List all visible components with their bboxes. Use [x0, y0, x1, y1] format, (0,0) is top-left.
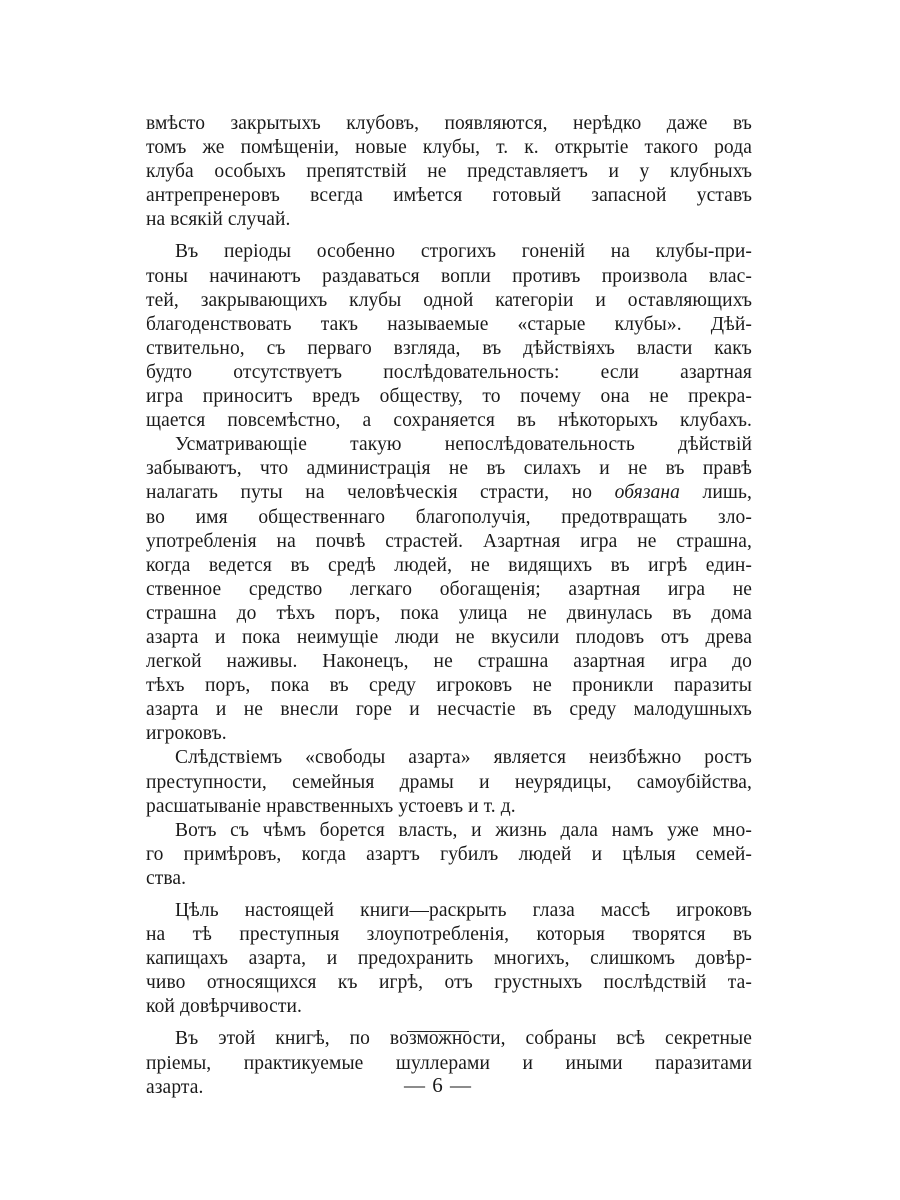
text-line: благоденствовать такъ называемые «старые клубы». Дѣй-	[146, 313, 752, 335]
text-line: будто отсутствуетъ послѣдовательность: если азартная	[146, 361, 752, 383]
text-line: чиво относящихся къ игрѣ, отъ грустныхъ послѣдствій та-	[146, 972, 752, 994]
text-line: игроковъ.	[146, 723, 227, 745]
text-line: кой довѣрчивости.	[146, 996, 303, 1018]
text-line: вмѣсто закрытыхъ клубовъ, появляются, нерѣдко даже въ	[146, 113, 752, 134]
text-line-with-emphasis	[146, 481, 752, 505]
paragraph-3	[146, 433, 752, 746]
text-line: забываютъ, что администрація не въ силахъ и не въ правѣ	[146, 458, 752, 480]
text-line: Въ періоды особенно строгихъ гоненій на клубы-при-	[175, 241, 752, 263]
text-line: расшатываніе нравственныхъ устоевъ и т. д.	[146, 795, 516, 817]
paragraph-5	[146, 819, 752, 891]
text-line: легкой наживы. Наконецъ, не страшна азартная игра до	[146, 651, 752, 673]
paragraph-1	[146, 112, 752, 232]
text-line: Вотъ съ чѣмъ борется власть, и жизнь дала намъ уже мно-	[175, 819, 752, 841]
text-line: тей, закрывающихъ клубы одной категоріи и оставляющихъ	[146, 289, 752, 311]
text-line: щается повсемѣстно, а сохраняется въ нѣкоторыхъ клубахъ.	[146, 410, 752, 432]
text-line: азарта и не внесли горе и несчастіе въ среду малодушныхъ	[146, 699, 752, 721]
text-line: пріемы, практикуемые шуллерами и иными паразитами	[146, 1052, 752, 1074]
text-line: тѣхъ поръ, пока въ среду игроковъ не проникли паразиты	[146, 675, 752, 697]
text-line: Слѣдствіемъ «свободы азарта» является неизбѣжно ростъ	[175, 747, 752, 769]
text-fragment: лишь,	[680, 482, 753, 504]
text-line: ства.	[146, 867, 187, 889]
section-end-rule	[407, 1031, 469, 1032]
text-line: азарта.	[146, 1076, 204, 1098]
text-line: когда ведется въ средѣ людей, не видящихъ въ игрѣ един-	[146, 554, 752, 576]
text-fragment: налагать путы на человѣческія страсти, но	[146, 482, 593, 504]
text-line: во имя общественнаго благополучія, предотвращать зло-	[146, 506, 752, 528]
emphasis-word: обязана	[614, 482, 681, 504]
paragraph-6	[146, 899, 752, 1019]
text-line: Цѣль настоящей книги—раскрыть глаза массѣ игроковъ	[175, 900, 752, 921]
text-line: ствительно, съ перваго взгляда, въ дѣйствіяхъ власти какъ	[146, 337, 752, 359]
text-line: томъ же помѣщеніи, новые клубы, т. к. открытіе такого рода	[146, 137, 752, 159]
text-line: го примѣровъ, когда азартъ губилъ людей и цѣлыя семей-	[146, 843, 752, 865]
text-line: клуба особыхъ препятствій не представляетъ и у клубныхъ	[146, 161, 752, 183]
text-line: Усматривающіе такую непослѣдовательность дѣйствій	[175, 434, 752, 456]
text-line: азарта и пока неимущіе люди не вкусили плодовъ отъ древа	[146, 626, 752, 648]
text-line: игра приноситъ вредъ обществу, то почему она не прекра-	[146, 386, 752, 408]
text-line: на тѣ преступныя злоупотребленія, которыя творятся въ	[146, 924, 752, 946]
paragraph-2	[146, 240, 752, 433]
text-line: тоны начинаютъ раздаваться вопли противъ произвола влас-	[146, 265, 752, 287]
text-line: антрепренеровъ всегда имѣется готовый запасной уставъ	[146, 185, 752, 207]
text-line: страшна до тѣхъ поръ, пока улица не двинулась въ дома	[146, 602, 752, 624]
paragraph-4	[146, 746, 752, 818]
text-line: преступности, семейныя драмы и неурядицы, самоубійства,	[146, 771, 752, 793]
text-line: капищахъ азарта, и предохранить многихъ, слишкомъ довѣр-	[146, 948, 752, 970]
text-line: ственное средство легкаго обогащенія; азартная игра не	[146, 578, 752, 600]
page-number: — 6 —	[404, 1073, 472, 1097]
page-body-text	[146, 112, 752, 1100]
text-line: Въ этой книгѣ, по возможности, собраны всѣ секретные	[175, 1028, 752, 1050]
text-line: употребленія на почвѣ страстей. Азартная игра не страшна,	[146, 530, 752, 552]
text-line: на всякій случай.	[146, 209, 291, 231]
